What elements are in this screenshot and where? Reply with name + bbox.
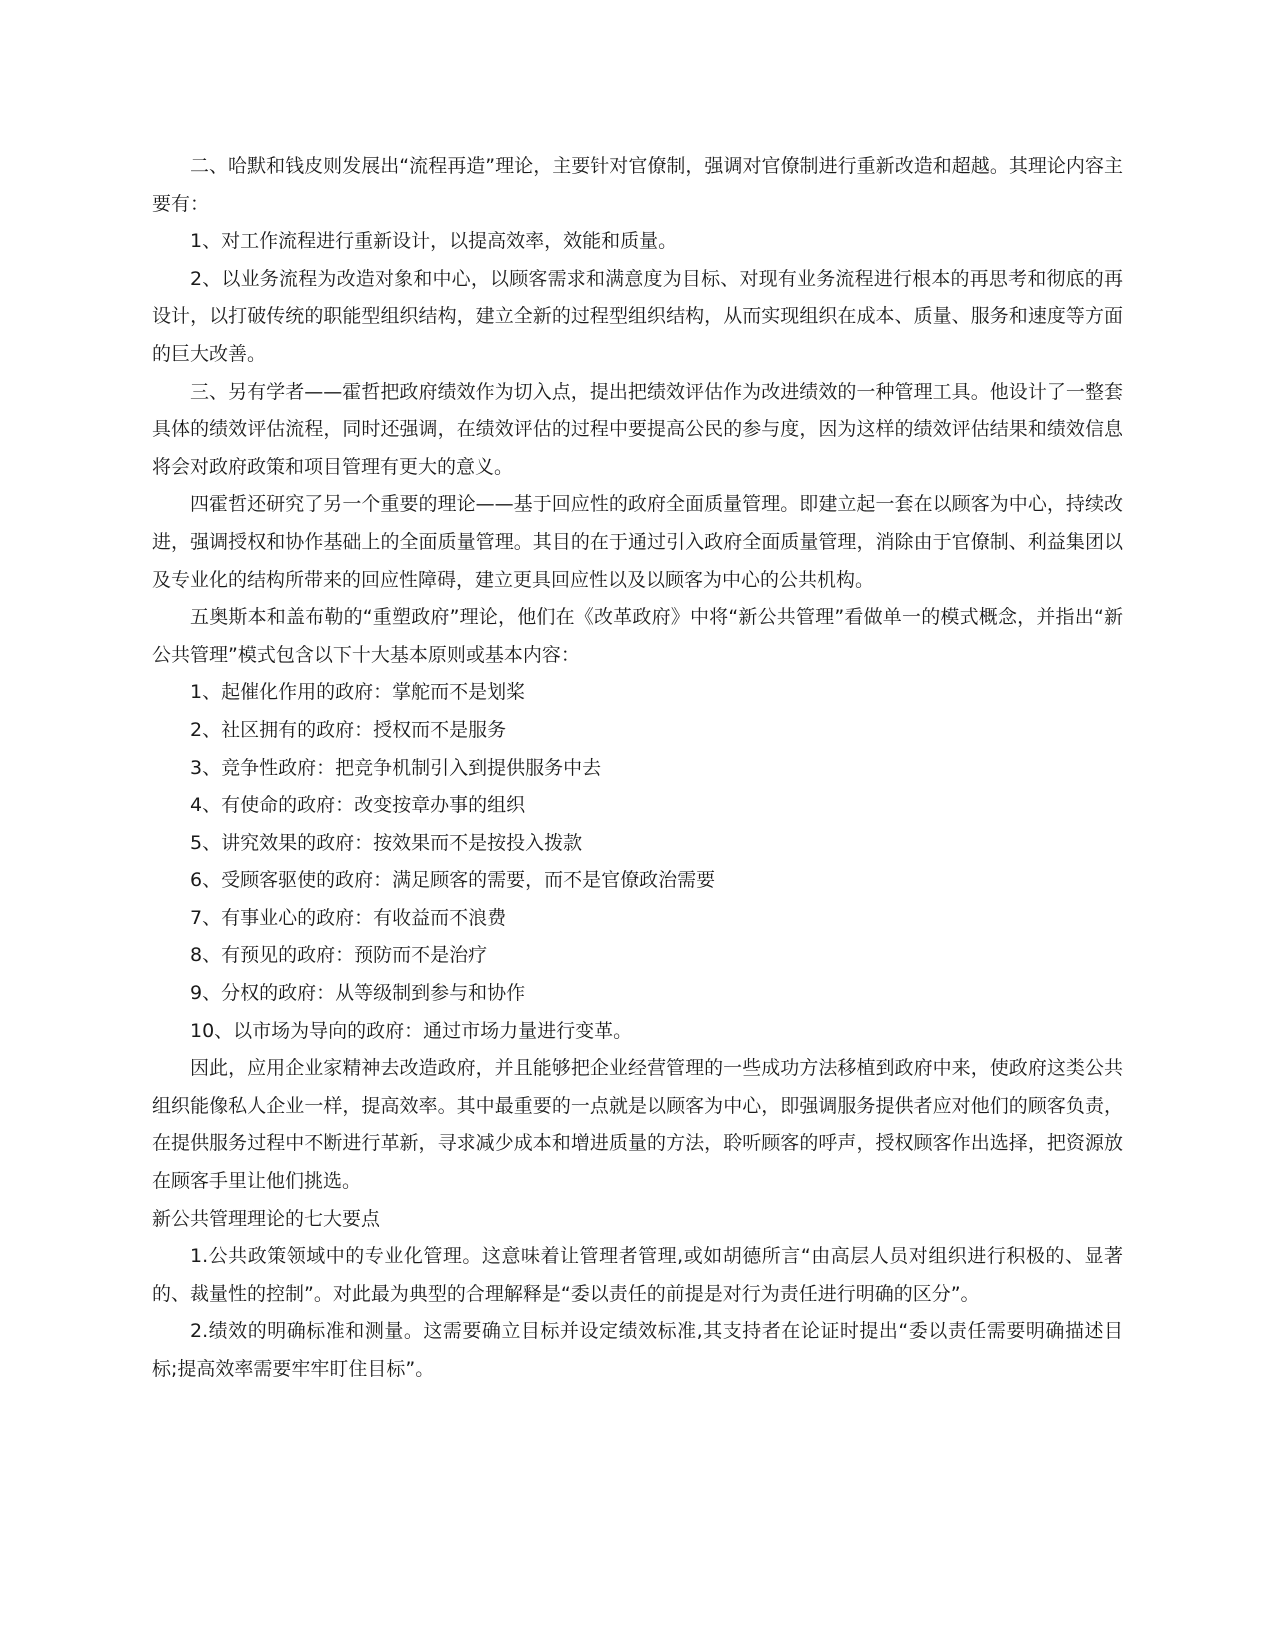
list-item-principle-8: 8、有预见的政府：预防而不是治疗 [190, 944, 488, 967]
paragraph-holzer-tqm: 四霍哲还研究了另一个重要的理论——基于回应性的政府全面质量管理。即建立起一套在以顾客为中心，持续改进，强调授权和协作基础上的全面质量管理。其目的在于通过引入政府全面质量管理，消除由于官僚制、利益集团以及专业化的结构所带来的回应性障碍，建立更具回应性以及以顾客为中心的公共机构。 [152, 493, 1123, 591]
paragraph-hammer-champy: 二、哈默和钱皮则发展出“流程再造”理论，主要针对官僚制，强调对官僚制进行重新改造和超越。其理论内容主要有： [152, 155, 1123, 215]
list-item-principle-2: 2、社区拥有的政府：授权而不是服务 [190, 718, 507, 741]
list-item-principle-7: 7、有事业心的政府：有收益而不浪费 [190, 906, 507, 929]
list-item-principle-5: 5、讲究效果的政府：按效果而不是按投入拨款 [190, 831, 583, 854]
list-item-business-process: 2、以业务流程为改造对象和中心，以顾客需求和满意度为目标、对现有业务流程进行根本的再思考和彻底的再设计，以打破传统的职能型组织结构，建立全新的过程型组织结构，从而实现组织在成本、质量、服务和速度等方面的巨大改善。 [152, 267, 1123, 365]
list-item-redesign-workflow: 1、对工作流程进行重新设计，以提高效率，效能和质量。 [190, 230, 678, 253]
list-item-principle-10: 10、以市场为导向的政府：通过市场力量进行变革。 [190, 1019, 633, 1042]
list-item-principle-9: 9、分权的政府：从等级制到参与和协作 [190, 982, 526, 1005]
section-heading: 新公共管理理论的七大要点 [152, 1207, 381, 1230]
paragraph-holzer-performance: 三、另有学者——霍哲把政府绩效作为切入点，提出把绩效评估作为改进绩效的一种管理工具。他设计了一整套具体的绩效评估流程，同时还强调，在绩效评估的过程中要提高公民的参与度，因为这样的绩效评估结果和绩效信息将会对政府政策和项目管理有更大的意义。 [152, 380, 1123, 478]
list-item-point-2: 2.绩效的明确标准和测量。这需要确立目标并设定绩效标准,其支持者在论证时提出“委以责任需要明确描述目标;提高效率需要牢牢盯住目标”。 [152, 1320, 1123, 1380]
paragraph-osborne-gaebler: 五奥斯本和盖布勒的“重塑政府”理论，他们在《改革政府》中将“新公共管理”看做单一的模式概念，并指出“新公共管理”模式包含以下十大基本原则或基本内容： [152, 606, 1123, 666]
list-item-point-1: 1.公共政策领域中的专业化管理。这意味着让管理者管理,或如胡德所言“由高层人员对组织进行积极的、显著的、裁量性的控制”。对此最为典型的合理解释是“委以责任的前提是对行为责任进行明确的区分”。 [152, 1245, 1123, 1305]
list-item-principle-1: 1、起催化作用的政府：掌舵而不是划桨 [190, 681, 526, 704]
list-item-principle-3: 3、竞争性政府：把竞争机制引入到提供服务中去 [190, 756, 602, 779]
paragraph-conclusion: 因此，应用企业家精神去改造政府，并且能够把企业经营管理的一些成功方法移植到政府中来，使政府这类公共组织能像私人企业一样，提高效率。其中最重要的一点就是以顾客为中心，即强调服务提供者应对他们的顾客负责，在提供服务过程中不断进行革新，寻求减少成本和增进质量的方法，聆听顾客的呼声，授权顾客作出选择，把资源放在顾客手里让他们挑选。 [152, 1057, 1123, 1193]
list-item-principle-4: 4、有使命的政府：改变按章办事的组织 [190, 794, 526, 817]
list-item-principle-6: 6、受顾客驱使的政府：满足顾客的需要，而不是官僚政治需要 [190, 869, 716, 892]
